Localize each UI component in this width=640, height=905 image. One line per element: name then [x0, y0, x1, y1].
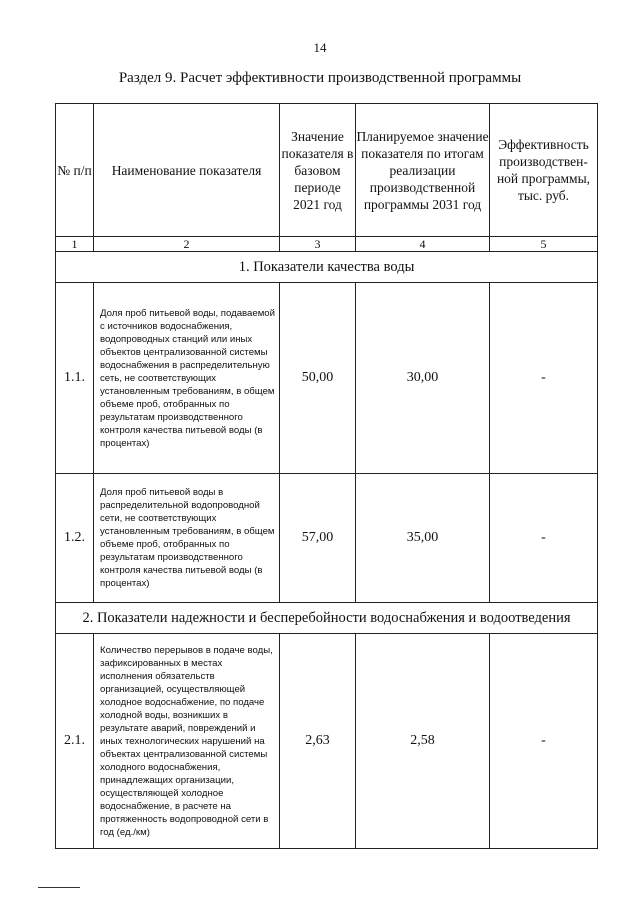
header-base: Значение показателя в базовом периоде 2021 год: [280, 104, 356, 237]
table-row: [56, 634, 598, 849]
row-indicator-name: Доля проб питьевой воды в распределительной водопроводной сети, не соответствующих установленным требованиям, в общем объеме проб, отобранных по результатам производственного контроля качества питьевой воды (в процентах): [94, 474, 280, 603]
header-plan: Планируемое значение показателя по итогам реализации производственной программы 2031 год: [356, 104, 490, 237]
footer-divider: [38, 887, 80, 888]
column-number-row: [56, 237, 598, 252]
column-number: 1: [56, 237, 94, 252]
header-name: Наименование показателя: [94, 104, 280, 237]
column-number: 3: [280, 237, 356, 252]
table-row: [56, 283, 598, 474]
row-number: 1.1.: [56, 283, 94, 474]
row-plan-value: 35,00: [356, 474, 490, 603]
row-number: 2.1.: [56, 634, 94, 849]
row-indicator-name: Доля проб питьевой воды, подаваемой с источников водоснабжения, водопроводных станций или иных объектов централизованной системы водоснабжения в распределительную сеть, не соответствующих установленным требованиям, в общем объеме проб, отобранных по результатам производственного контроля качества питьевой воды (в процентах): [94, 283, 280, 474]
row-base-value: 50,00: [280, 283, 356, 474]
header-effect: Эффективность производствен-ной программы, тыс. руб.: [490, 104, 598, 237]
row-base-value: 2,63: [280, 634, 356, 849]
group-title: 1. Показатели качества воды: [56, 252, 598, 283]
column-number: 2: [94, 237, 280, 252]
efficiency-table: [55, 103, 598, 849]
group-row: [56, 603, 598, 634]
row-plan-value: 30,00: [356, 283, 490, 474]
section-title: Раздел 9. Расчет эффективности производственной программы: [118, 70, 522, 86]
group-row: [56, 252, 598, 283]
page-number: 14: [313, 40, 327, 55]
table-row: [56, 474, 598, 603]
header-num: № п/п: [56, 104, 94, 237]
header-row: [56, 104, 598, 237]
row-base-value: 57,00: [280, 474, 356, 603]
row-effect-value: -: [490, 634, 598, 849]
row-indicator-name: Количество перерывов в подаче воды, зафиксированных в местах исполнения обязательств организацией, осуществляющей холодное водоснабжение, по подаче холодной воды, возникших в результате аварий, повреждений и иных технологических нарушений на объектах централизованной системы холодного водоснабжения, принадлежащих организации, осуществляющей холодное водоснабжение, в расчете на протяженность водопроводной сети в год (ед./км): [94, 634, 280, 849]
row-plan-value: 2,58: [356, 634, 490, 849]
group-title: 2. Показатели надежности и бесперебойности водоснабжения и водоотведения: [56, 603, 598, 634]
row-number: 1.2.: [56, 474, 94, 603]
row-effect-value: -: [490, 283, 598, 474]
column-number: 4: [356, 237, 490, 252]
row-effect-value: -: [490, 474, 598, 603]
column-number: 5: [490, 237, 598, 252]
